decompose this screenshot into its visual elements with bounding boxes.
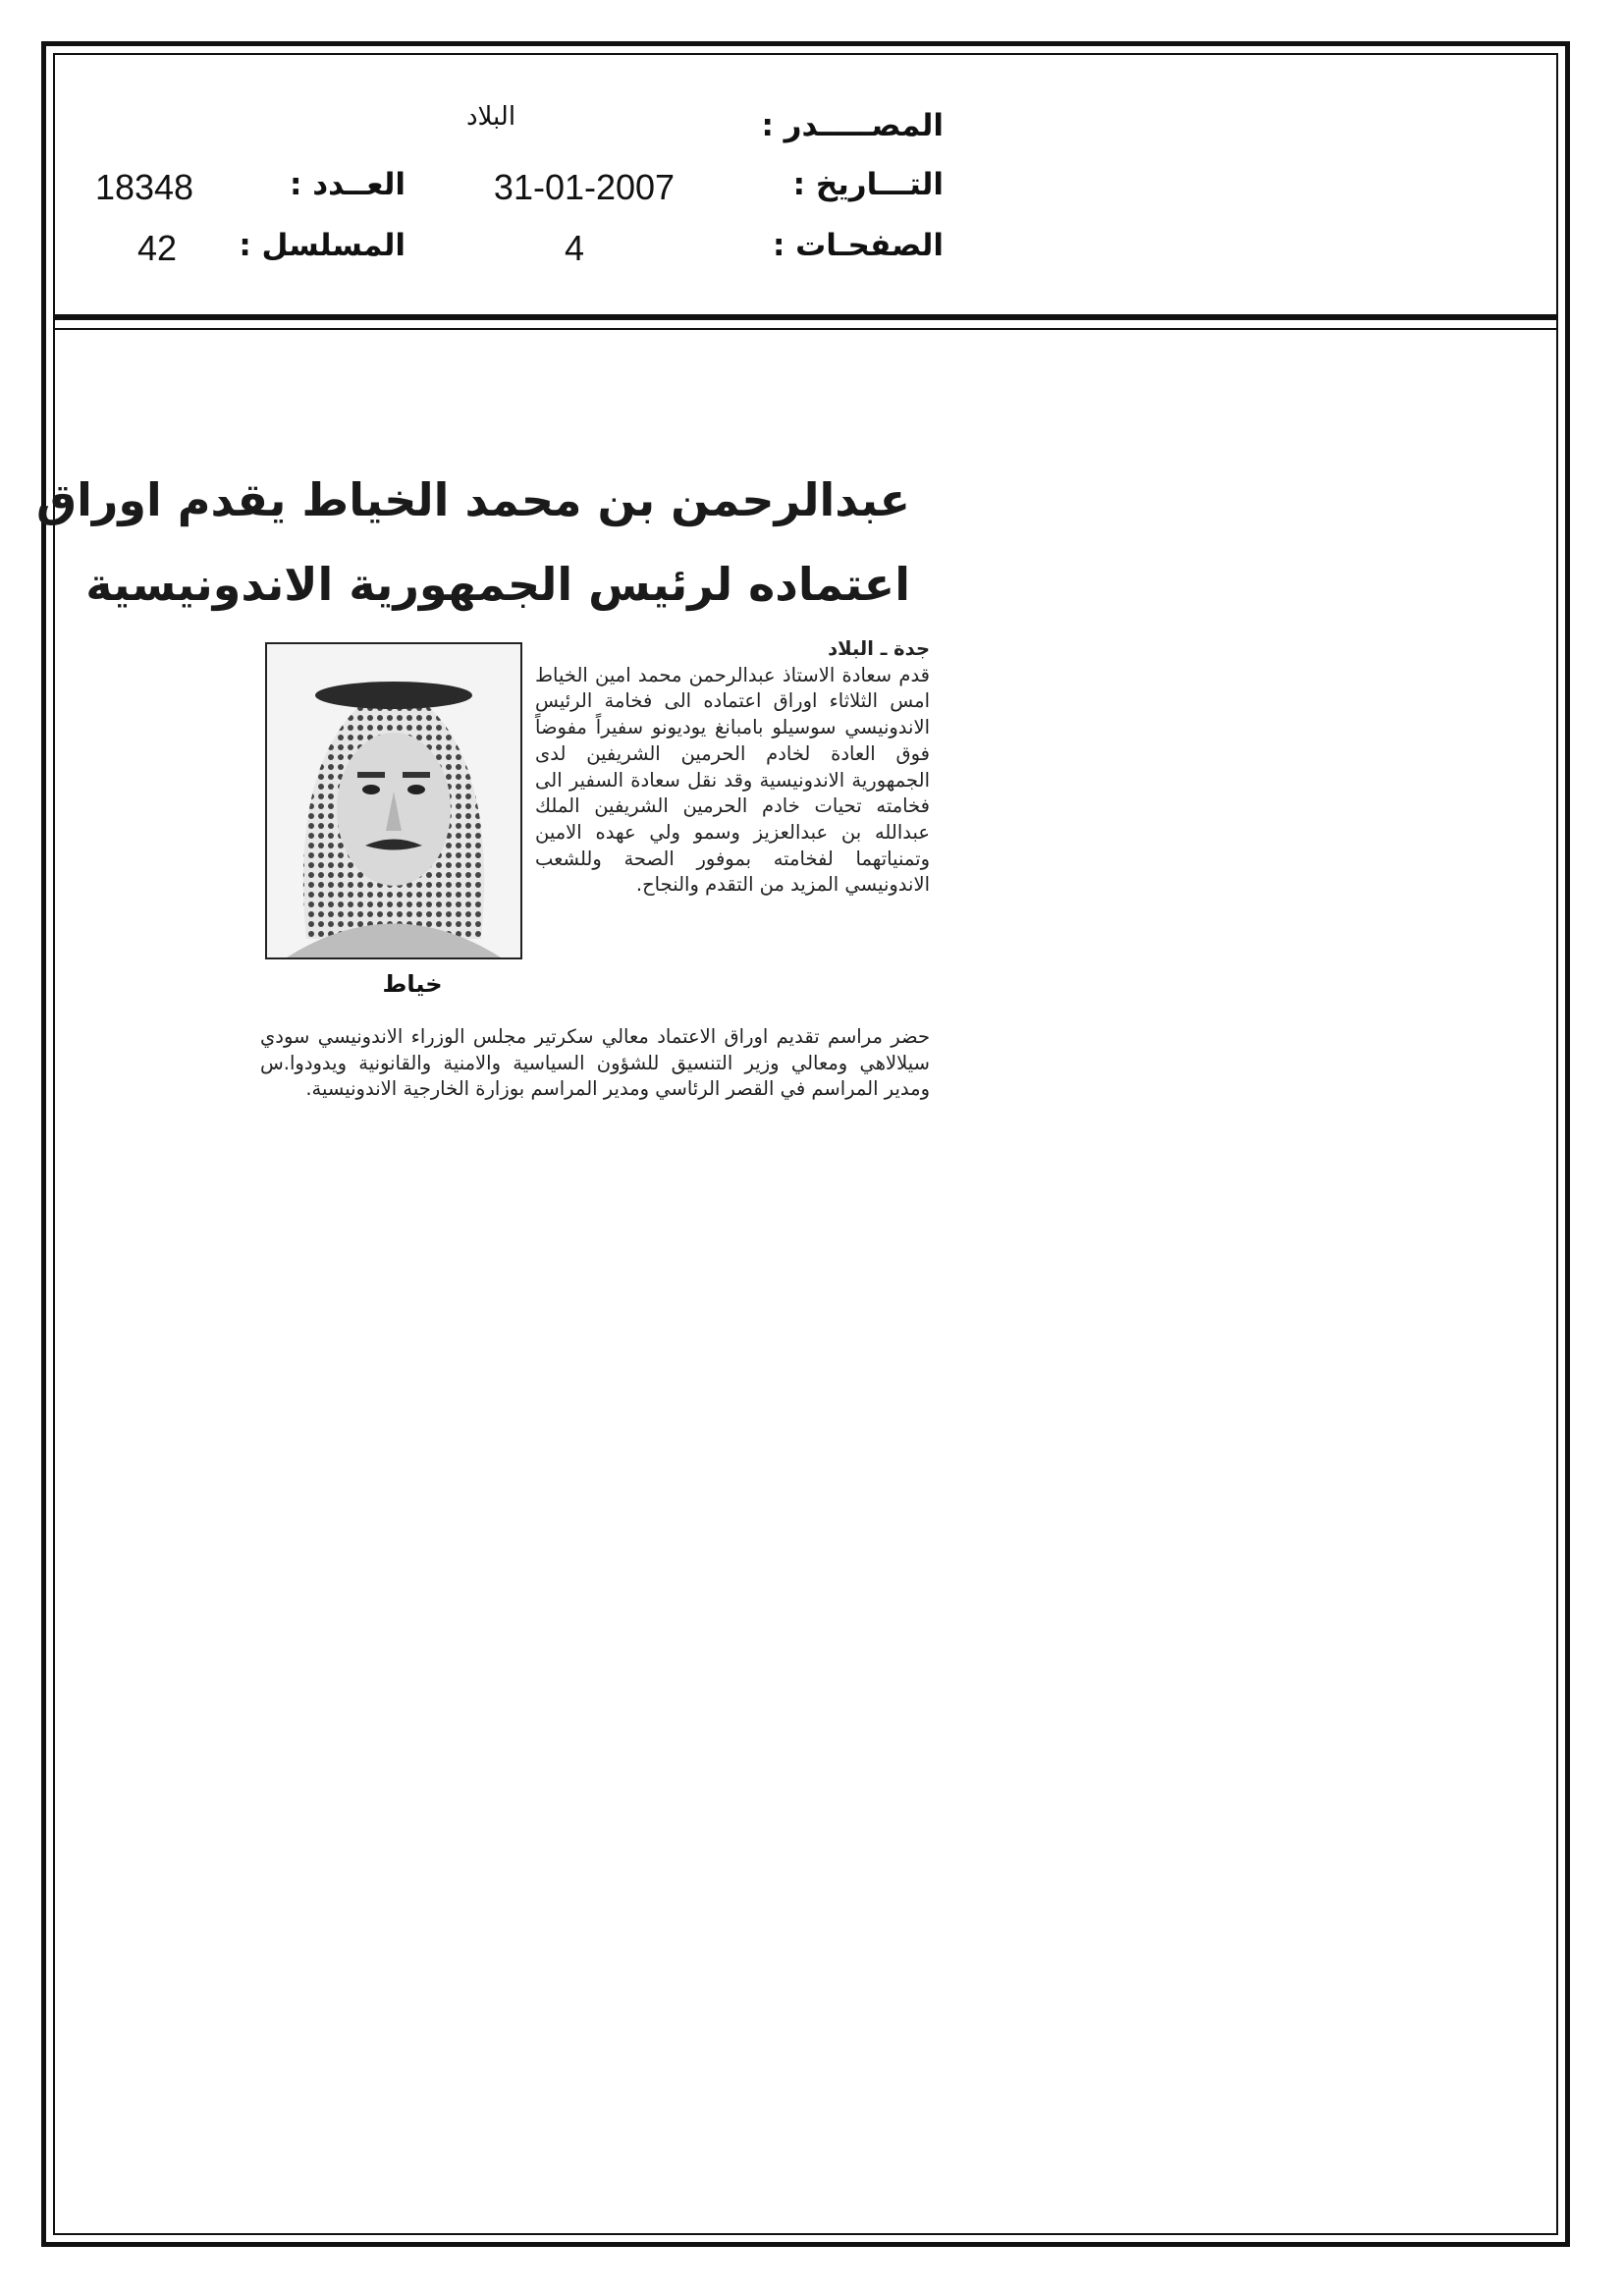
date-value: 31-01-2007: [493, 167, 676, 207]
date-label: التـــاريخ :: [792, 167, 944, 202]
source-label: المصـــــدر :: [761, 108, 944, 143]
article-paragraph-1: قدم سعادة الاستاذ عبدالرحمن محمد امين الخياط امس الثلاثاء اوراق اعتماده الى فخامة الرئيس الاندونيسي سوسيلو بامبانغ يوديونو سفيراً مفوضاً فوق العادة لخادم الحرمين الشريفين لدى الجمهورية الاندونيسية وقد نقل سعادة السفير الى فخامته تحيات خادم الحرمين الشريفين الملك عبدالله بن عبدالعزيز وسمو ولي عهده الامين وتمنياتهما لفخامته بموفور الصحة وللشعب الاندونيسي المزيد من التقدم والنجاح.: [535, 663, 930, 897]
serial-value: 42: [136, 228, 178, 268]
pages-label: الصفحـات :: [772, 228, 944, 263]
headline-line-1: عبدالرحمن بن محمد الخياط يقدم اوراق: [35, 473, 910, 526]
article-body-top: [535, 636, 930, 899]
article-dateline: جدة ـ البلاد: [828, 637, 930, 660]
headline-line-2: اعتماده لرئيس الجمهورية الاندونيسية: [85, 558, 910, 611]
issue-label: العــدد :: [290, 167, 406, 202]
article-paragraph-2: حضر مراسم تقديم اوراق الاعتماد معالي سكرتير مجلس الوزراء الاندونيسي سودي سيلالاهي ومعالي وزير التنسيق للشؤون السياسية والامنية والقانونية ويدودوا.س ومدير المراسم في القصر الرئاسي ومدير المراسم بوزارة الخارجية الاندونيسية.: [260, 1025, 930, 1101]
inner-border: [53, 53, 1558, 2235]
issue-value: 18348: [94, 167, 194, 207]
serial-label: المسلسل :: [239, 228, 406, 263]
photo-caption: خياط: [382, 970, 443, 998]
portrait-illustration: [267, 644, 520, 957]
pages-value: 4: [564, 228, 585, 268]
source-value: البلاد: [465, 102, 516, 132]
header-divider: [53, 314, 1558, 320]
header-divider-thin: [53, 328, 1558, 330]
portrait-photo: [265, 642, 522, 959]
